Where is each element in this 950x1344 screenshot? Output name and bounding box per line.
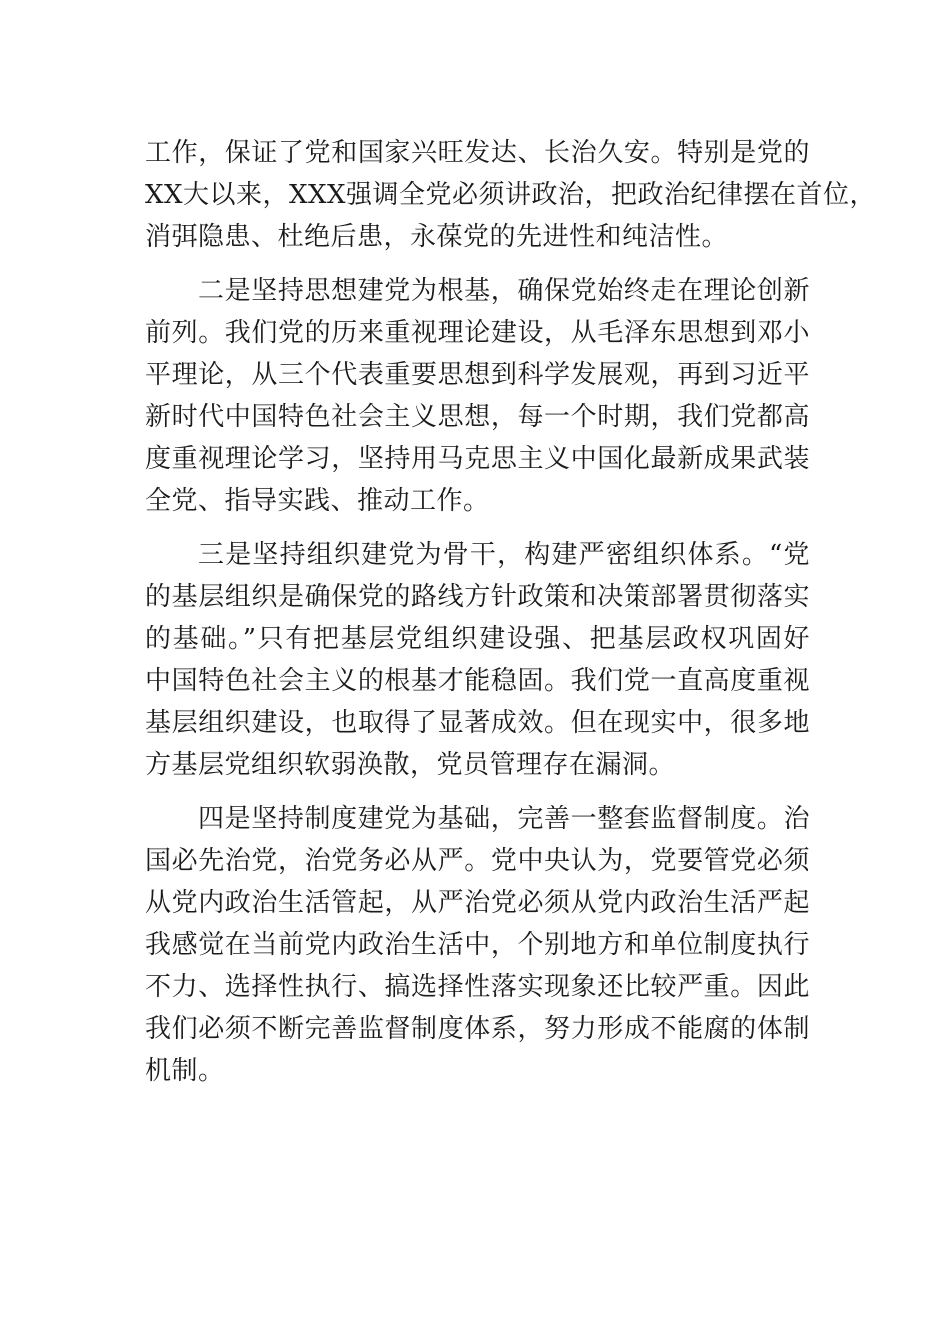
text-line: 前列。我们党的历来重视理论建设，从毛泽东思想到邓小 [145, 318, 810, 348]
text-line: 度重视理论学习，坚持用马克思主义中国化最新成果武装 [145, 444, 810, 474]
paragraph-2 [145, 270, 810, 522]
text-line: 不力、选择性执行、搞选择性落实现象还比较严重。因此 [145, 972, 810, 1002]
text-line: 全党、指导实践、推动工作。 [145, 486, 490, 516]
text-line: 我感觉在当前党内政治生活中，个别地方和单位制度执行 [145, 930, 810, 960]
text-line: 基层组织建设，也取得了显著成效。但在现实中，很多地 [145, 708, 810, 738]
text-line: 方基层党组织软弱涣散，党员管理存在漏洞。 [145, 750, 676, 780]
text-line: 从党内政治生活管起，从严治党必须从党内政治生活严起 [145, 888, 810, 918]
text-line: 国必先治党，治党务必从严。党中央认为，党要管党必须 [145, 846, 810, 876]
text-line: 三是坚持组织建党为骨干，构建严密组织体系。“党 [198, 540, 810, 570]
text-line: 中国特色社会主义的根基才能稳固。我们党一直高度重视 [145, 666, 810, 696]
text-line: 四是坚持制度建党为基础，完善一整套监督制度。治 [198, 804, 810, 834]
text-line: 的基层组织是确保党的路线方针政策和决策部署贯彻落实 [145, 582, 810, 612]
text-line: 机制。 [145, 1056, 225, 1086]
paragraph-4 [145, 798, 810, 1092]
text-line: 的基础。”只有把基层党组织建设强、把基层政权巩固好 [145, 624, 810, 654]
text-line: 工作，保证了党和国家兴旺发达、长治久安。特别是党的 [145, 138, 810, 168]
text-line: 消弭隐患、杜绝后患，永葆党的先进性和纯洁性。 [145, 222, 729, 252]
paragraph-3 [145, 534, 810, 786]
text-line: 我们必须不断完善监督制度体系，努力形成不能腐的体制 [145, 1014, 810, 1044]
text-line: 二是坚持思想建党为根基，确保党始终走在理论创新 [198, 276, 810, 306]
paragraph-1 [145, 132, 877, 258]
text-line: 新时代中国特色社会主义思想，每一个时期，我们党都高 [145, 402, 810, 432]
text-line: 平理论，从三个代表重要思想到科学发展观，再到习近平 [145, 360, 810, 390]
text-line: XX大以来，XXX强调全党必须讲政治，把政治纪律摆在首位， [145, 180, 877, 210]
document-body [145, 132, 877, 1092]
